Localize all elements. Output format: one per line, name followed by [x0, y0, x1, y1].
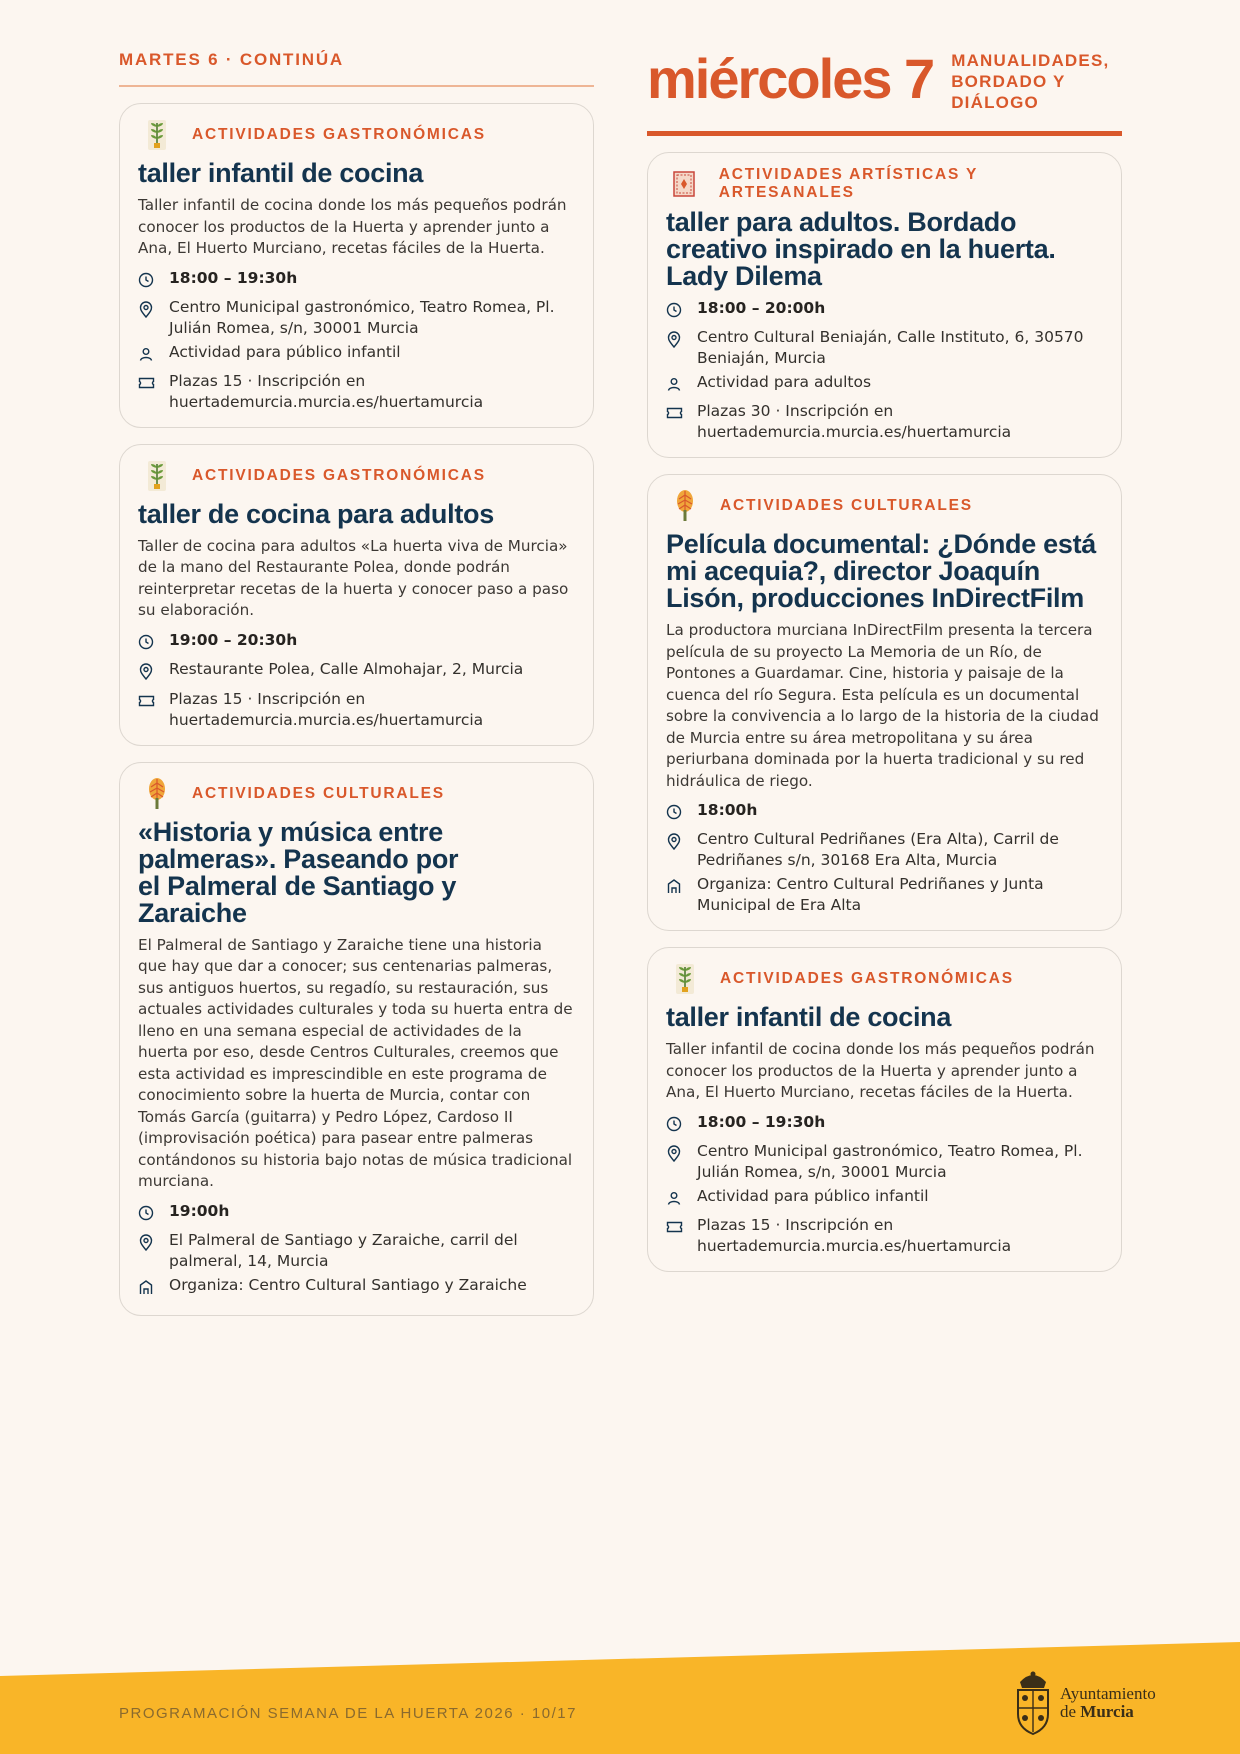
clock-icon	[138, 268, 169, 294]
ticket-icon	[666, 401, 697, 426]
clock-icon	[666, 800, 697, 826]
event-audience: Actividad para público infantil	[666, 1186, 1103, 1212]
event-category	[666, 962, 1103, 996]
clock-icon	[666, 1112, 697, 1138]
event-card	[119, 762, 594, 1316]
location-pin-icon	[138, 659, 169, 686]
location-pin-icon	[138, 297, 169, 324]
location-pin-icon	[138, 1230, 169, 1257]
left-column	[119, 0, 594, 1316]
event-tickets: Plazas 15 · Inscripción en huertademurcia.murcia.es/huertamurcia	[666, 1215, 1103, 1257]
building-icon	[138, 1275, 169, 1301]
wheat-icon	[670, 962, 700, 996]
event-category	[138, 118, 575, 152]
event-card	[647, 474, 1122, 931]
event-card	[647, 152, 1122, 458]
event-tickets: Plazas 15 · Inscripción en huertademurcia.murcia.es/huertamurcia	[138, 689, 575, 731]
event-time: 19:00 – 20:30h	[138, 630, 575, 656]
event-title: taller infantil de cocina	[138, 158, 424, 188]
event-audience: Actividad para adultos	[666, 372, 1103, 398]
building-icon	[666, 874, 697, 900]
ticket-icon	[138, 371, 169, 396]
event-title: taller de cocina para adultos	[138, 498, 494, 529]
ticket-icon	[666, 1215, 697, 1240]
clock-icon	[138, 1201, 169, 1227]
day-continuation-header: MARTES 6 · CONTINÚA	[119, 50, 594, 87]
day-header	[647, 48, 1122, 136]
person-icon	[666, 372, 697, 398]
event-location: Restaurante Polea, Calle Almohajar, 2, Murcia	[138, 659, 575, 686]
clock-icon	[138, 630, 169, 656]
clock-icon	[666, 298, 697, 324]
wheat-icon	[142, 118, 172, 152]
footer-text: PROGRAMACIÓN SEMANA DE LA HUERTA 2026 · 10/17	[119, 1705, 577, 1722]
event-title: «Historia y música entre palmeras». Paseando por el Palmeral de Santiago y Zaraiche	[138, 816, 459, 928]
event-category	[666, 167, 1103, 201]
logo-wordmark: Ayuntamiento de Murcia	[1060, 1684, 1156, 1721]
day-title: miércoles 7	[647, 47, 934, 110]
location-pin-icon	[666, 327, 697, 354]
event-card	[119, 103, 594, 428]
event-title: taller infantil de cocina	[666, 1002, 952, 1032]
category-label: ACTIVIDADES GASTRONÓMICAS	[192, 466, 486, 484]
event-title: taller para adultos. Bordado creativo inspirado en la huerta. Lady Dilema	[666, 207, 1056, 291]
event-location: Centro Cultural Pedriñanes (Era Alta), Carril de Pedriñanes s/n, 30168 Era Alta, Murcia	[666, 829, 1103, 871]
person-icon	[138, 342, 169, 368]
category-label: ACTIVIDADES ARTÍSTICAS Y ARTESANALES	[718, 166, 978, 201]
category-label: ACTIVIDADES CULTURALES	[720, 497, 973, 514]
event-card	[647, 947, 1122, 1272]
event-card	[119, 444, 594, 746]
event-description: Taller infantil de cocina donde los más pequeños podrán conocer los productos de la Huerta y aprender junto a Ana, El Huerto Murciano, recetas fáciles de la Huerta.	[138, 196, 567, 257]
event-title: Película documental: ¿Dónde está mi acequia?, director Joaquín Lisón, producciones InDirectFilm	[666, 529, 1096, 613]
event-tickets: Plazas 30 · Inscripción en huertademurcia.murcia.es/huertamurcia	[666, 401, 1103, 443]
event-description: La productora murciana InDirectFilm presenta la tercera película de su proyecto La Memoria de un Río, de Pontones a Guardamar. Cine, historia y paisaje de la cuenca del río Segura. Esta película es un documental sobre la convivencia a lo largo de la historia de la ciudad de Murcia entre su área metropolitana y su área periurbana dominada por la huerta tradicional y su red hidráulica de riego.	[666, 621, 1099, 790]
location-pin-icon	[666, 1141, 697, 1168]
event-description: Taller infantil de cocina donde los más pequeños podrán conocer los productos de la Huerta y aprender junto a Ana, El Huerto Murciano, recetas fáciles de la Huerta.	[666, 1040, 1095, 1101]
ayuntamiento-logo	[1012, 1668, 1156, 1738]
coat-of-arms-icon	[1012, 1668, 1054, 1738]
event-category	[138, 459, 575, 493]
event-organizer: Organiza: Centro Cultural Santiago y Zaraiche	[138, 1275, 575, 1301]
palm-icon	[142, 777, 172, 811]
event-time: 19:00h	[138, 1201, 575, 1227]
event-description: El Palmeral de Santiago y Zaraiche tiene una historia que hay que dar a conocer; sus centenarias palmeras, sus antiguos huertos, su regadío, su restauración, sus actuales actividades culturales y toda su huerta entra de lleno en una semana especial de actividades de la huerta por eso, desde Centros Culturales, creemos que esta actividad es imprescindible en este programa de conocimiento sobre la huerta de Murcia, contar con Tomás García (guitarra) y Pedro López, Cardoso II (improvisación poética) para pasear entre palmeras contándonos su historia bajo notas de música tradicional murciana.	[138, 935, 573, 1190]
embroidery-icon	[670, 167, 699, 201]
event-time: 18:00 – 19:30h	[666, 1112, 1103, 1138]
event-organizer: Organiza: Centro Cultural Pedriñanes y Junta Municipal de Era Alta	[666, 874, 1103, 916]
event-location: Centro Municipal gastronómico, Teatro Romea, Pl. Julián Romea, s/n, 30001 Murcia	[666, 1141, 1103, 1183]
category-label: ACTIVIDADES GASTRONÓMICAS	[192, 126, 486, 143]
event-location: El Palmeral de Santiago y Zaraiche, carril del palmeral, 14, Murcia	[138, 1230, 575, 1272]
event-category	[138, 777, 575, 811]
event-time: 18:00h	[666, 800, 1103, 826]
event-audience: Actividad para público infantil	[138, 342, 575, 368]
event-location: Centro Cultural Beniaján, Calle Instituto, 6, 30570 Beniaján, Murcia	[666, 327, 1103, 369]
location-pin-icon	[666, 829, 697, 856]
event-category	[666, 489, 1103, 523]
ticket-icon	[138, 689, 169, 714]
day-subtitle: MANUALIDADES, BORDADO Y DIÁLOGO	[951, 51, 1110, 112]
category-label: ACTIVIDADES GASTRONÓMICAS	[720, 970, 1014, 987]
category-label: ACTIVIDADES CULTURALES	[192, 784, 445, 802]
person-icon	[666, 1186, 697, 1212]
event-location: Centro Municipal gastronómico, Teatro Romea, Pl. Julián Romea, s/n, 30001 Murcia	[138, 297, 575, 339]
event-time: 18:00 – 20:00h	[666, 298, 1103, 324]
event-description: Taller de cocina para adultos «La huerta viva de Murcia» de la mano del Restaurante Polea, donde podrán reinterpretar recetas de la huerta y conocer paso a paso su elaboración.	[138, 536, 569, 619]
event-time: 18:00 – 19:30h	[138, 268, 575, 294]
right-column	[647, 0, 1122, 1272]
page-footer	[0, 1642, 1240, 1754]
event-tickets: Plazas 15 · Inscripción en huertademurcia.murcia.es/huertamurcia	[138, 371, 575, 413]
palm-icon	[670, 489, 700, 523]
wheat-icon	[142, 459, 172, 493]
